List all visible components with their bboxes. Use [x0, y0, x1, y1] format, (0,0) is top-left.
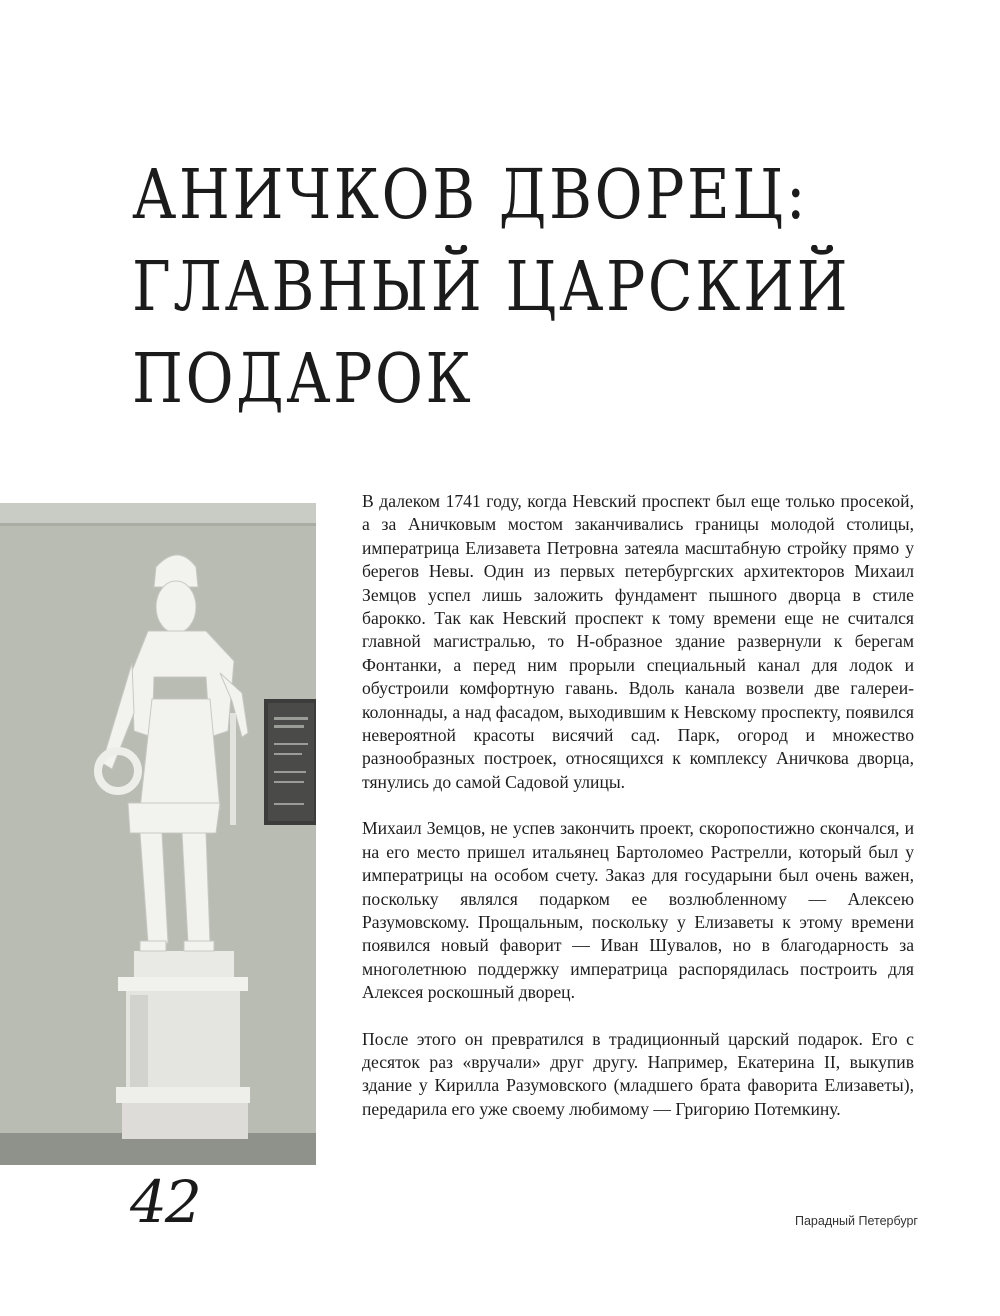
page-number: 42 [130, 1168, 200, 1236]
article-body [362, 490, 914, 1144]
article-title [132, 150, 952, 426]
statue-illustration [0, 503, 316, 1165]
paragraph-3: После этого он превратился в традиционный царский подарок. Его с десяток раз «вручали» друг другу. Например, Екатерина II, выкупив здание у Кирилла Разумовского (младшего брата фаворита Елизаветы), передарила его уже своему любимому — Григорию Потемкину. [362, 1028, 914, 1119]
statue-photo [0, 503, 316, 1165]
paragraph-2: Михаил Земцов, не успев закончить проект, скоропостижно скончался, и на его место пришел итальянец Бартоломео Растрелли, который был у императрицы на особом счету. Заказ для государыни был очень важен, поскольку являлся подарком ее возлюбленному — Алексею Разумовскому. Прощальным, поскольку у Елизаветы к этому времени появился новый фаворит — Иван Шувалов, но в благодарность за многолетнюю поддержку императрица распорядилась построить для Алексея роскошный дворец. [362, 818, 914, 1003]
title-line-3: ПОДАРОК [132, 340, 474, 419]
title-line-1: АНИЧКОВ ДВОРЕЦ: [132, 156, 809, 235]
paragraph-1: В далеком 1741 году, когда Невский проспект был еще только просекой, а за Аничковым мостом заканчивались границы молодой столицы, императрица Елизавета Петровна затеяла масштабную стройку прямо у берегов Невы. Один из первых петербургских архитекторов Михаил Земцов успел лишь заложить фундамент пышного дворца в стиле барокко. Так как Невский проспект к тому времени еще не считался главной магистралью, то Н-образное здание развернули к берегам Фонтанки, а перед ним прорыли специальный канал для лодок и обустроили комфортную гавань. Вдоль канала возвели две галереи-колоннады, а над фасадом, выходившим к Невскому проспекту, появился невероятной красоты висячий сад. Парк, огород и множество разнообразных построек, относящихся к комплексу Аничкова дворца, тянулись до самой Садовой улицы. [362, 491, 914, 792]
title-line-2: ГЛАВНЫЙ ЦАРСКИЙ [132, 248, 851, 327]
publication-name: Парадный Петербург [795, 1214, 918, 1228]
